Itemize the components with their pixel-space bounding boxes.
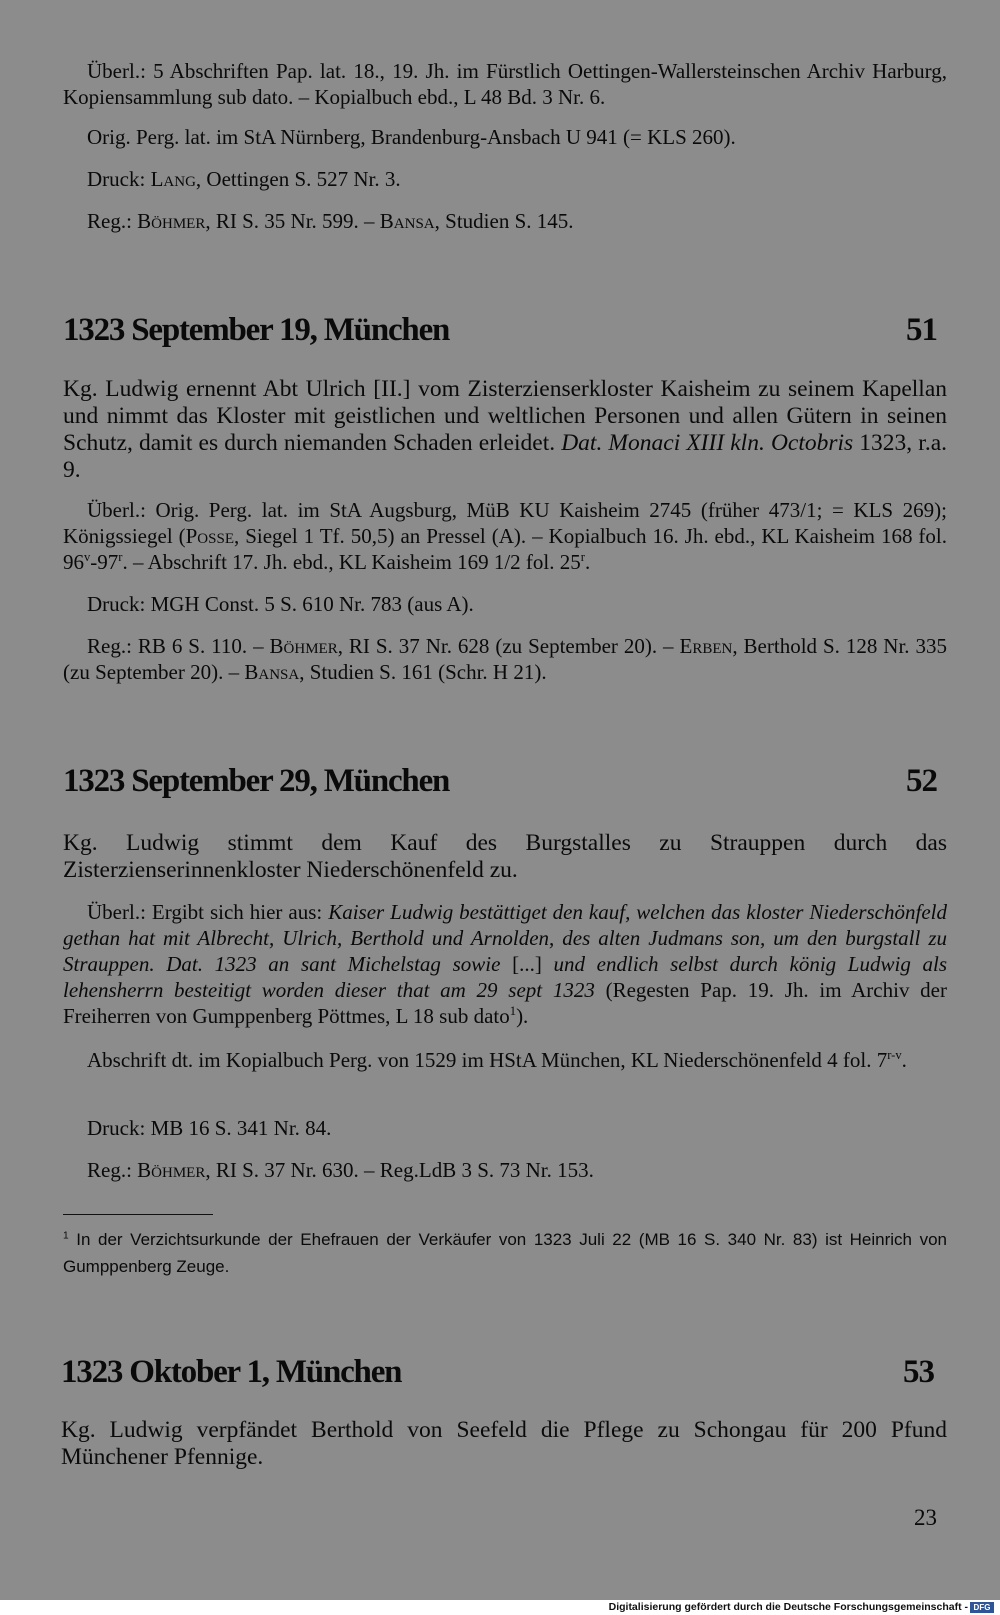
- top-uberl: Überl.: 5 Abschriften Pap. lat. 18., 19. Jh. im Fürstlich Oettingen-Wallersteinschen Archiv Harburg, Kopiensammlung sub dato. – Kopialbuch ebd., L 48 Bd. 3 Nr. 6.: [63, 59, 947, 109]
- page-number: 23: [914, 1505, 937, 1530]
- entry-51-reg: Reg.: RB 6 S. 110. – Böhmer, RI S. 37 Nr. 628 (zu September 20). – Erben, Berthold S. 128 Nr. 335 (zu September 20). – Bansa, Studien S. 161 (Schr. H 21).: [63, 634, 948, 684]
- entry-51-number: 51: [906, 312, 937, 348]
- author-name: Bansa: [244, 660, 300, 684]
- footnote-mark: 1: [63, 1230, 69, 1242]
- entry-52-uberl: Überl.: Ergibt sich hier aus: Kaiser Ludwig bestättiget den kauf, welchen das kloster Niederschönfeld gethan hat mit Albrecht, Ulrich, Berthold und Arnolden, des alten Judmans son, um den burgstall zu Strauppen. Dat. 1323 an sant Michelstag sowie [...] und endlich selbst durch könig Ludwig als lehensherrn besteitigt worden dieser that am 29 sept 1323 (Regesten Pap. 19. Jh. im Archiv der Freiherren von Gumppenberg Pöttmes, L 18 sub dato$^1$).: [63, 900, 948, 1028]
- entry-53-summary: Kg. Ludwig verpfändet Berthold von Seefeld die Pflege zu Schongau für 200 Pfund Münchener Pfennige.: [61, 1417, 947, 1470]
- entry-53-heading: 1323 Oktober 1, München: [61, 1354, 402, 1390]
- footnote: $^1$ In der Verzichtsurkunde der Ehefrauen der Verkäufer von 1323 Juli 22 (MB 16 S. 340 Nr. 83) ist Heinrich von Gumppenberg Zeuge.: [63, 1230, 947, 1276]
- entry-52-abschrift: Abschrift dt. im Kopialbuch Perg. von 1529 im HStA München, KL Niederschönenfeld 4 fol. 7$^{r-v}$.: [87, 1048, 907, 1072]
- footer-credit: Digitalisierung gefördert durch die Deutsche Forschungsgemeinschaft -: [608, 1601, 968, 1613]
- author-name: Böhmer: [137, 209, 206, 233]
- author-name: Bansa: [379, 209, 435, 233]
- top-druck: Druck: Lang, Oettingen S. 527 Nr. 3.: [87, 167, 401, 191]
- entry-51-heading: 1323 September 19, München: [63, 312, 450, 348]
- entry-52-reg: Reg.: Böhmer, RI S. 37 Nr. 630. – Reg.LdB 3 S. 73 Nr. 153.: [87, 1158, 594, 1182]
- author-name: Erben: [679, 634, 733, 658]
- author-name: Böhmer: [137, 1158, 206, 1182]
- author-name: Posse: [185, 524, 234, 548]
- entry-52-heading: 1323 September 29, München: [63, 763, 450, 799]
- author-name: Lang: [150, 167, 196, 191]
- footnote-rule: [63, 1214, 213, 1215]
- dfg-logo: DFG: [970, 1602, 994, 1613]
- footnote-reference: 1: [509, 1004, 517, 1018]
- entry-52-druck: Druck: MB 16 S. 341 Nr. 84.: [87, 1116, 332, 1140]
- author-name: Böhmer: [269, 634, 338, 658]
- entry-51-uberl: Überl.: Orig. Perg. lat. im StA Augsburg, MüB KU Kaisheim 2745 (früher 473/1; = KLS 269); Königssiegel (Posse, Siegel 1 Tf. 50,5) an Pressel (A). – Kopialbuch 16. Jh. ebd., KL Kaisheim 168 fol. 96$^v$-97$^r$. – Abschrift 17. Jh. ebd., KL Kaisheim 169 1/2 fol. 25$^r$.: [63, 498, 948, 574]
- entry-52-summary: Kg. Ludwig stimmt dem Kauf des Burgstalles zu Strauppen durch das Zisterzienserinnenkloster Niederschönenfeld zu.: [63, 830, 947, 883]
- entry-52-number: 52: [906, 763, 937, 799]
- entry-53-number: 53: [903, 1354, 934, 1390]
- top-orig: Orig. Perg. lat. im StA Nürnberg, Brandenburg-Ansbach U 941 (= KLS 260).: [87, 125, 736, 149]
- entry-51-druck: Druck: MGH Const. 5 S. 610 Nr. 783 (aus A).: [87, 592, 474, 616]
- top-reg: Reg.: Böhmer, RI S. 35 Nr. 599. – Bansa, Studien S. 145.: [87, 209, 574, 233]
- entry-51-summary: Kg. Ludwig ernennt Abt Ulrich [II.] vom Zisterzienserkloster Kaisheim zu seinem Kapellan und nimmt das Kloster mit geistlichen und weltlichen Personen und allen Gütern in seinen Schutz, damit es durch niemanden Schaden erleidet. Dat. Monaci XIII kln. Octobris 1323, r.a. 9.: [63, 376, 947, 483]
